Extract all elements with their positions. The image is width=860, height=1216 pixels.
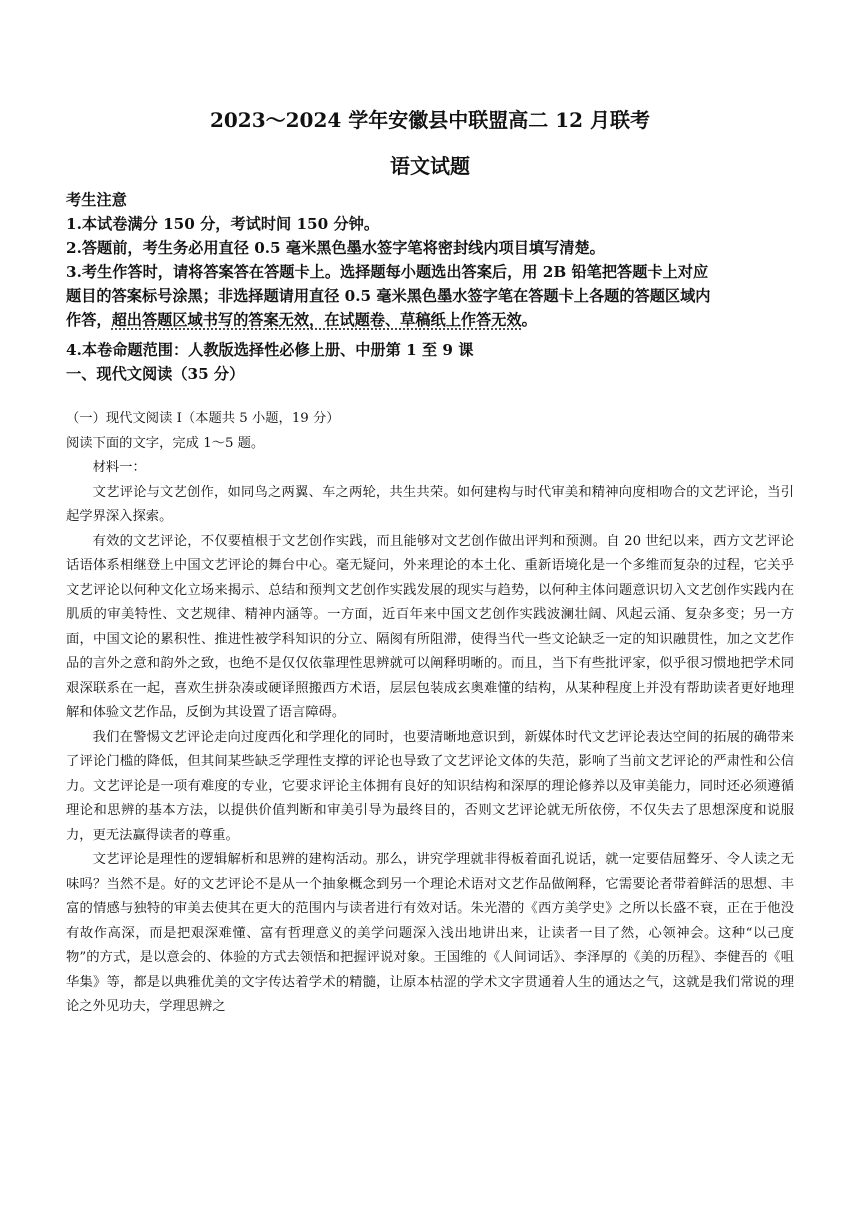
section-heading: 一、现代文阅读（35 分）: [66, 365, 245, 383]
notice-item-2: 2.答题前，考生务必用直径 0.5 毫米黑色墨水签字笔将密封线内项目填写清楚。: [66, 239, 605, 257]
reading-body: [66, 407, 794, 1020]
notice-item-4: 4.本卷命题范围：人教版选择性必修上册、中册第 1 至 9 课: [66, 341, 474, 359]
notice-item-3-suffix: 。: [521, 311, 537, 329]
material-label: 材料一：: [92, 460, 146, 475]
instruction: 阅读下面的文字，完成 1～5 题。: [66, 435, 265, 451]
notice-item-3-prefix: 作答，: [66, 311, 112, 329]
notice-item-3-line-3: [66, 308, 796, 332]
notice-item-3-line-1: 3.考生作答时，请将答案答在答题卡上。选择题每小题选出答案后，用 2B 铅笔把答题卡上对应: [66, 263, 709, 281]
notice-block: [66, 188, 796, 386]
paragraph-2: 有效的文艺评论，不仅要植根于文艺创作实践，而且能够对文艺创作做出评判和预测。自 20 世纪以来，西方文艺评论话语体系相继登上中国文艺评论的舞台中心。毫无疑问，外来理论的本土化、重新语境化是一个多维而复杂的过程，它关乎文艺评论以何种文化立场来揭示、总结和预判文艺创作实践发展的现实与趋势，以何种主体问题意识切入文艺创作实践内在肌质的审美特性、文艺规律、精神内涵等。一方面，近百年来中国文艺创作实践波澜壮阔、风起云涌、复杂多变；另一方面，中国文论的累积性、推进性被学科知识的分立、隔阂有所阻滞，使得当代一些文论缺乏一定的知识融贯性，加之文艺作品的言外之意和韵外之致，也绝不是仅仅依靠理性思辨就可以阐释明晰的。而且，当下有些批评家，似乎很习惯地把学术同艰深联系在一起，喜欢生拼杂凑或硬译照搬西方术语，层层包装成玄奥难懂的结构，从某种程度上并没有帮助读者更好地理解和体验文艺作品，反倒为其设置了语言障碍。: [66, 533, 794, 720]
paragraph-1: 文艺评论与文艺创作，如同鸟之两翼、车之两轮，共生共荣。如何建构与时代审美和精神向度相吻合的文艺评论，当引起学界深入探索。: [66, 484, 794, 524]
notice-emphasis: 超出答题区域书写的答案无效，在试题卷、草稿纸上作答无效: [111, 311, 522, 329]
paragraph-3: 我们在警惕文艺评论走向过度西化和学理化的同时，也要清晰地意识到，新媒体时代文艺评论表达空间的拓展的确带来了评论门槛的降低，但其间某些缺乏学理性支撑的评论也导致了文艺评论文体的失范，影响了当前文艺评论的严肃性和公信力。文艺评论是一项有难度的专业，它要求评论主体拥有良好的知识结构和深厚的理论修养以及审美能力，同时还必须遵循理论和思辨的基本方法，以提供价值判断和审美引导为最终目的，否则文艺评论就无所依傍，不仅失去了思想深度和说服力，更无法赢得读者的尊重。: [66, 729, 794, 843]
exam-title: 2023～2024 学年安徽县中联盟高二 12 月联考: [209, 108, 651, 132]
section-subheading: （一）现代文阅读 I（本题共 5 小题，19 分）: [66, 411, 340, 426]
notice-item-3-line-2: 题目的答案标号涂黑；非选择题请用直径 0.5 毫米黑色墨水签字笔在答题卡上各题的答题区域内: [66, 287, 711, 305]
notice-heading: 考生注意: [66, 191, 127, 209]
paragraph-4: 文艺评论是理性的逻辑解析和思辨的建构活动。那么，讲究学理就非得板着面孔说话，就一定要佶屈聱牙、令人读之无味吗？当然不是。好的文艺评论不是从一个抽象概念到另一个理论术语对文艺作品做阐释，它需要论者带着鲜活的思想、丰富的情感与独特的审美去使其在更大的范围内与读者进行有效对话。朱光潜的《西方美学史》之所以长盛不衰，正在于他没有故作高深，而是把艰深难懂、富有哲理意义的美学问题深入浅出地讲出来，让读者一目了然，心领神会。这种“以己度物”的方式，是以意会的、体验的方式去领悟和把握评说对象。王国维的《人间词话》、李泽厚的《美的历程》、李健吾的《咀华集》等，都是以典雅优美的文字传达着学术的精髓，让原本枯涩的学术文字贯通着人生的通达之气，这就是我们常说的理论之外见功夫，学理思辨之: [66, 852, 794, 1014]
exam-subtitle: 语文试题: [390, 154, 470, 178]
notice-item-1: 1.本试卷满分 150 分，考试时间 150 分钟。: [66, 215, 380, 233]
